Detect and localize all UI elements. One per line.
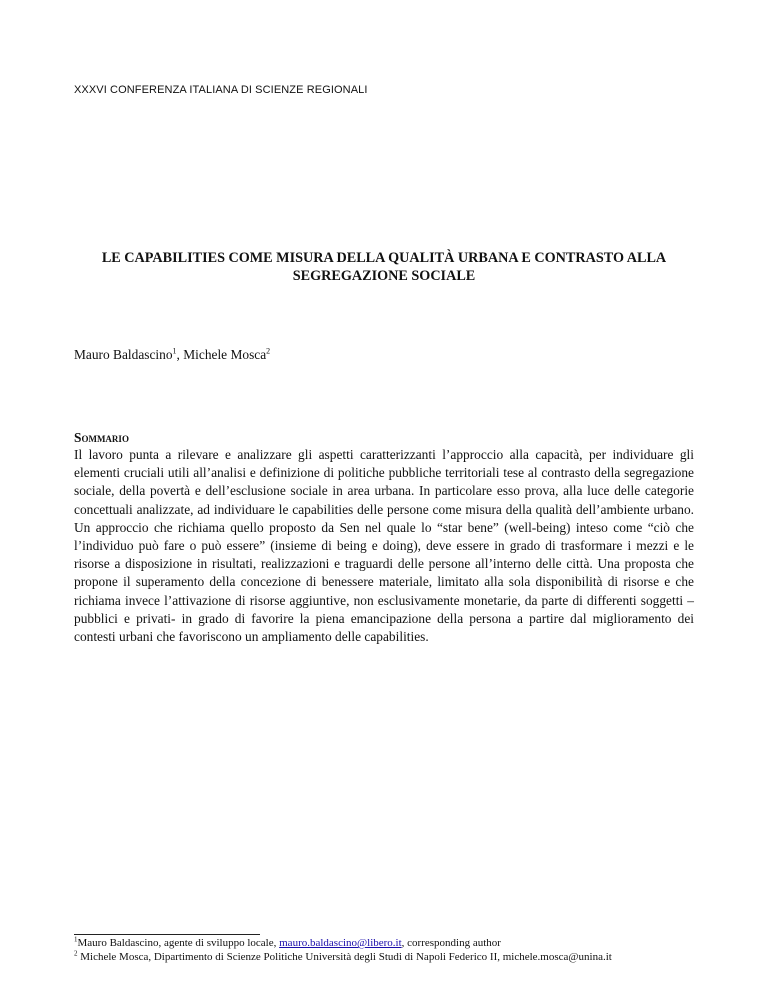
footnote-text: , corresponding author xyxy=(401,937,501,949)
footnote-divider xyxy=(74,934,260,935)
footnote-marker[interactable]: 2 xyxy=(266,346,271,356)
footnote-marker[interactable]: 1 xyxy=(172,346,177,356)
paper-title: LE CAPABILITIES COME MISURA DELLA QUALITÀ URBANA E CONTRASTO ALLA SEGREGAZIONE SOCIALE xyxy=(101,250,667,284)
footnote-number: 1 xyxy=(74,935,78,944)
footnotes xyxy=(74,937,694,964)
author-separator: , xyxy=(176,347,184,362)
abstract-text: Il lavoro punta a rilevare e analizzare gli aspetti caratterizzanti l’approccio alla capacità, per individuare gli elementi cruciali utili all’analisi e definizione di politiche pubbliche territoriali tese al contrasto della segregazione sociale, della povertà e dell’esclusione sociale in area urbana. In particolare esso prova, alla luce delle categorie concettuali analizzate, ad individuare le capabilities delle persone come misura della qualità dell’ambiente urbano. Un approccio che richiama quello proposto da Sen nel quale lo “star bene” (well-being) inteso come “ciò che l’individuo può fare o può essere” (insieme di being e doing), deve essere in grado di trasformare i mezzi e le risorse a disposizione in risultati, realizzazioni e traguardi delle persone all’interno delle città. Una proposta che propone il superamento della concezione di benessere materiale, limitato alla sola disponibilità di risorse e che richiama invece l’attivazione di risorse aggiuntive, non esclusivamente monetarie, da parte di differenti soggetti –pubblici e privati- in grado di favorire la piena emancipazione della persona a partire dal miglioramento dei contesti urbani che favoriscono un ampliamento delle capabilities. xyxy=(74,447,694,645)
author-line xyxy=(74,347,270,363)
author-name: Michele Mosca xyxy=(183,347,267,362)
footnote-2 xyxy=(74,948,694,965)
footnote-1 xyxy=(74,937,694,951)
footnote-text: Michele Mosca, Dipartimento di Scienze Politiche Università degli Studi di Napoli Federico II, michele.mosca@unina.it xyxy=(77,950,612,963)
footnote-text: Mauro Baldascino, agente di sviluppo locale, xyxy=(77,937,280,949)
footnote-number: 2 xyxy=(74,948,78,957)
running-header: XXXVI CONFERENZA ITALIANA DI SCIENZE REGIONALI xyxy=(74,84,368,96)
abstract-heading: Sommario xyxy=(74,430,129,445)
author-name: Mauro Baldascino xyxy=(74,347,173,362)
email-link[interactable]: mauro.baldascino@libero.it xyxy=(279,937,402,949)
